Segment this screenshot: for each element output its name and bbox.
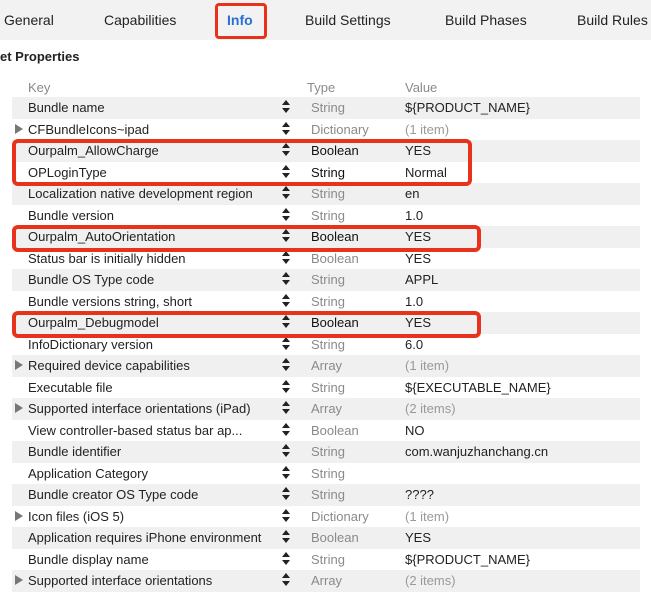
row-type[interactable]: Dictionary — [311, 508, 369, 524]
info-tab-highlight — [215, 3, 267, 39]
type-stepper-icon[interactable] — [282, 401, 290, 416]
table-row[interactable] — [12, 484, 640, 506]
type-stepper-icon[interactable] — [282, 552, 290, 567]
row-value[interactable]: (2 items) — [405, 401, 456, 416]
row-value[interactable]: com.wanjuzhanchang.cn — [405, 444, 549, 459]
table-row[interactable] — [12, 183, 640, 205]
row-key[interactable]: Required device capabilities — [28, 358, 190, 373]
disclosure-triangle-icon[interactable] — [15, 124, 23, 134]
row-value[interactable]: NO — [405, 422, 425, 438]
row-type[interactable]: Array — [311, 573, 343, 588]
tab-info[interactable]: Info — [227, 12, 253, 28]
row-key[interactable]: Executable file — [28, 379, 113, 395]
row-value[interactable]: YES — [405, 315, 432, 330]
row-type[interactable]: Boolean — [311, 422, 359, 438]
tab-build-settings[interactable]: Build Settings — [305, 12, 391, 28]
row-key[interactable]: Bundle display name — [28, 551, 149, 567]
column-header-type[interactable]: Type — [307, 80, 336, 95]
row-key[interactable]: Supported interface orientations (iPad) — [28, 401, 251, 416]
row-value[interactable]: 1.0 — [405, 207, 424, 223]
row-value[interactable]: 6.0 — [405, 336, 424, 352]
row-value[interactable]: Normal — [405, 164, 447, 180]
row-type[interactable]: String — [311, 164, 345, 180]
type-stepper-icon[interactable] — [282, 530, 290, 545]
table-row[interactable] — [12, 377, 640, 399]
row-key[interactable]: Bundle creator OS Type code — [28, 487, 199, 502]
disclosure-triangle-icon[interactable] — [15, 575, 23, 585]
row-type[interactable]: String — [311, 487, 345, 502]
row-type[interactable]: String — [311, 465, 345, 481]
table-row[interactable] — [12, 506, 640, 528]
row-key[interactable]: View controller-based status bar ap... — [28, 422, 243, 438]
tab-build-rules[interactable]: Build Rules — [577, 12, 648, 28]
tab-build-phases[interactable]: Build Phases — [445, 12, 527, 28]
row-type[interactable]: String — [311, 100, 345, 115]
column-header-key[interactable]: Key — [28, 80, 51, 95]
row-type[interactable]: Boolean — [311, 143, 359, 158]
tab-general[interactable]: General — [4, 12, 54, 28]
table-row[interactable] — [12, 420, 640, 442]
type-stepper-icon[interactable] — [282, 358, 290, 373]
type-stepper-icon[interactable] — [282, 272, 290, 287]
table-row[interactable] — [12, 119, 640, 141]
disclosure-triangle-icon[interactable] — [15, 403, 23, 413]
row-key[interactable]: Ourpalm_Debugmodel — [28, 315, 159, 330]
type-stepper-icon[interactable] — [282, 573, 290, 588]
row-type[interactable]: Boolean — [311, 229, 359, 244]
table-row[interactable] — [12, 291, 640, 313]
type-stepper-icon[interactable] — [282, 186, 290, 201]
type-stepper-icon[interactable] — [282, 487, 290, 502]
row-key[interactable]: Supported interface orientations — [28, 573, 213, 588]
row-key[interactable]: Bundle version — [28, 207, 114, 223]
row-key[interactable]: InfoDictionary version — [28, 336, 153, 352]
tab-capabilities[interactable]: Capabilities — [104, 12, 177, 28]
type-stepper-icon[interactable] — [282, 100, 290, 115]
type-stepper-icon[interactable] — [282, 251, 290, 266]
type-stepper-icon[interactable] — [282, 380, 290, 395]
row-type[interactable]: String — [311, 379, 345, 395]
disclosure-triangle-icon[interactable] — [15, 360, 23, 370]
row-type[interactable]: Array — [311, 401, 343, 416]
column-header-value[interactable]: Value — [405, 80, 438, 95]
row-key[interactable]: Application Category — [28, 465, 148, 481]
row-key[interactable]: OPLoginType — [28, 164, 107, 180]
row-value[interactable]: (1 item) — [405, 358, 450, 373]
row-type[interactable]: String — [311, 336, 345, 352]
table-row[interactable] — [12, 527, 640, 549]
row-key[interactable]: Bundle name — [28, 100, 105, 115]
row-type[interactable]: Dictionary — [311, 121, 369, 137]
table-row[interactable] — [12, 463, 640, 485]
row-key[interactable]: Ourpalm_AllowCharge — [28, 143, 159, 158]
type-stepper-icon[interactable] — [282, 337, 290, 352]
table-row[interactable] — [12, 205, 640, 227]
row-type[interactable]: String — [311, 207, 345, 223]
row-value[interactable]: YES — [405, 250, 432, 266]
table-row[interactable] — [12, 355, 640, 377]
row-value[interactable]: (1 item) — [405, 121, 450, 137]
row-key[interactable]: Application requires iPhone environment — [28, 530, 262, 545]
row-key[interactable]: Bundle identifier — [28, 444, 122, 459]
row-value[interactable]: YES — [405, 229, 432, 244]
row-key[interactable]: Status bar is initially hidden — [28, 250, 186, 266]
type-stepper-icon[interactable] — [282, 423, 290, 438]
editor-tab-bar — [0, 0, 651, 40]
row-key[interactable]: CFBundleIcons~ipad — [28, 121, 150, 137]
row-key[interactable]: Localization native development region — [28, 186, 253, 201]
row-value[interactable]: ${EXECUTABLE_NAME} — [405, 379, 551, 395]
highlight-box-auto-orientation — [12, 225, 481, 252]
type-stepper-icon[interactable] — [282, 294, 290, 309]
row-value[interactable]: APPL — [405, 272, 439, 287]
row-value[interactable]: (1 item) — [405, 508, 450, 524]
row-value[interactable]: ???? — [405, 487, 434, 502]
table-row[interactable] — [12, 549, 640, 571]
row-value[interactable]: ${PRODUCT_NAME} — [405, 100, 530, 115]
row-value[interactable]: 1.0 — [405, 293, 424, 309]
row-type[interactable]: String — [311, 444, 345, 459]
row-value[interactable]: YES — [405, 143, 432, 158]
table-row[interactable] — [12, 441, 640, 463]
table-row[interactable] — [12, 398, 640, 420]
highlight-box-debugmodel — [12, 311, 481, 338]
row-type[interactable]: Boolean — [311, 250, 359, 266]
type-stepper-icon[interactable] — [282, 466, 290, 481]
row-type[interactable]: Array — [311, 358, 343, 373]
table-row[interactable] — [12, 570, 640, 592]
type-stepper-icon[interactable] — [282, 122, 290, 137]
highlight-box-charge-login — [12, 139, 472, 186]
row-value[interactable]: (2 items) — [405, 573, 456, 588]
row-value[interactable]: en — [405, 186, 420, 201]
row-key[interactable]: Icon files (iOS 5) — [28, 508, 125, 524]
section-title: et Properties — [0, 49, 80, 64]
type-stepper-icon[interactable] — [282, 208, 290, 223]
type-stepper-icon[interactable] — [282, 444, 290, 459]
disclosure-triangle-icon[interactable] — [15, 511, 23, 521]
table-row[interactable] — [12, 269, 640, 291]
row-type[interactable]: Boolean — [311, 315, 359, 330]
type-stepper-icon[interactable] — [282, 509, 290, 524]
row-value[interactable]: ${PRODUCT_NAME} — [405, 551, 530, 567]
row-key[interactable]: Ourpalm_AutoOrientation — [28, 229, 176, 244]
row-type[interactable]: String — [311, 186, 345, 201]
row-type[interactable]: Boolean — [311, 530, 359, 545]
row-type[interactable]: String — [311, 272, 345, 287]
row-key[interactable]: Bundle versions string, short — [28, 293, 193, 309]
row-type[interactable]: String — [311, 293, 345, 309]
row-value[interactable]: YES — [405, 530, 432, 545]
row-key[interactable]: Bundle OS Type code — [28, 272, 155, 287]
row-type[interactable]: String — [311, 551, 345, 567]
table-row[interactable] — [12, 97, 640, 119]
